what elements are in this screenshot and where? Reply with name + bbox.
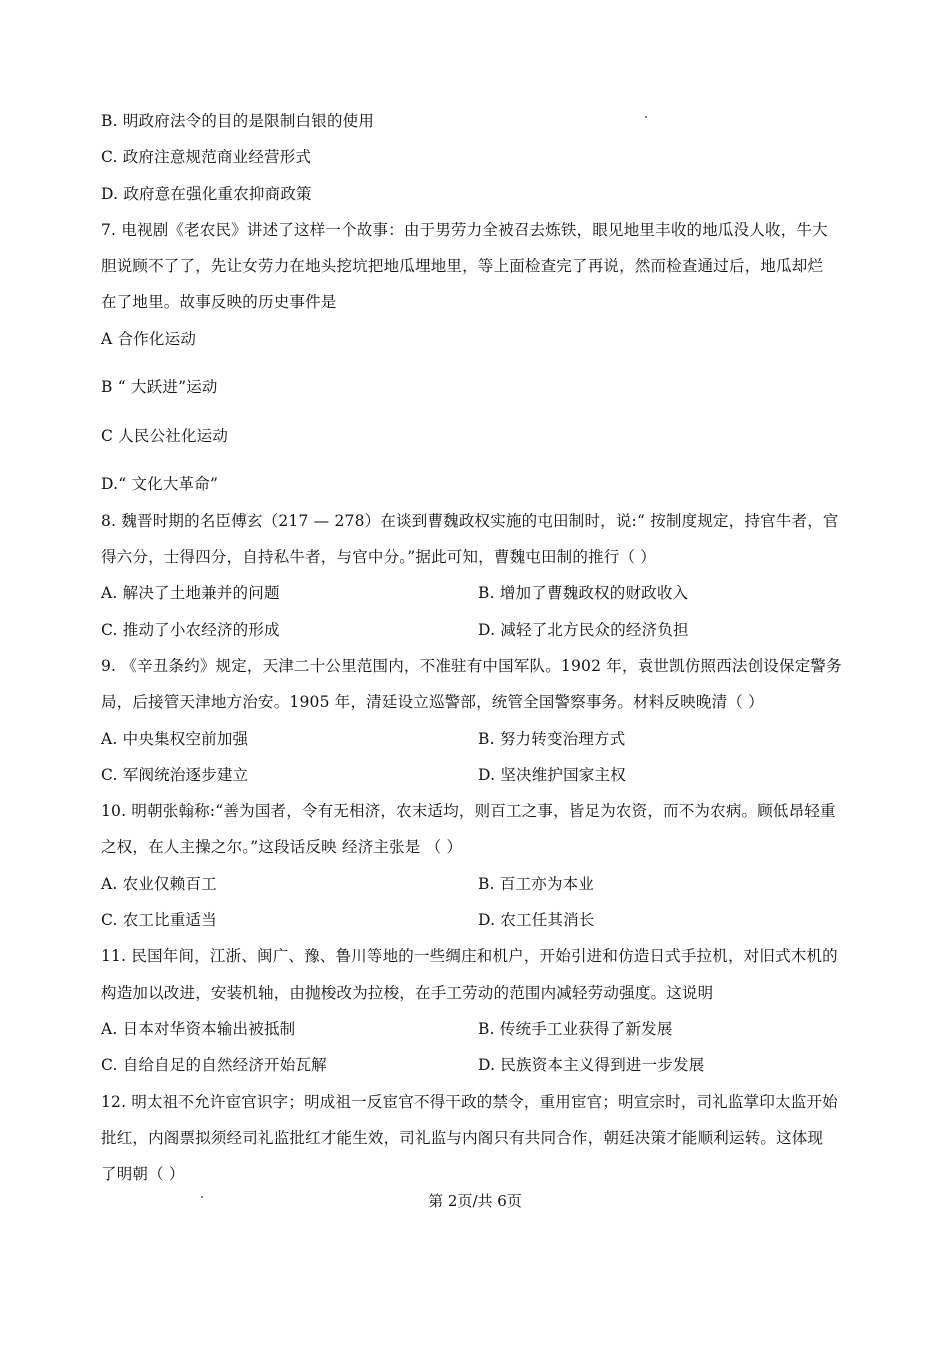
q8-stem-line2: 得六分，士得四分，自持私牛者，与官中分。”据此可知，曹魏屯田制的推行（ ） (101, 548, 657, 566)
q12-stem-line1: 12. 明太祖不允许宦官识字；明成祖一反宦官不得干政的禁令，重用宦官；明宣宗时，司礼监掌印太监开始 (101, 1093, 838, 1111)
q9-option-d: D. 坚决维护国家主权 (478, 766, 626, 784)
q11-stem-line1: 11. 民国年间，江浙、闽广、豫、鲁川等地的一些绸庄和机户，开始引进和仿造日式手拉机，对旧式木机的 (101, 947, 838, 965)
page-number: 第 2页/共 6页 (428, 1192, 522, 1210)
q8-option-c: C. 推动了小农经济的形成 (101, 621, 280, 639)
q7-option-c: C 人民公社化运动 (101, 427, 229, 445)
q9-option-b: B. 努力转变治理方式 (478, 730, 626, 748)
stray-dot (645, 116, 647, 118)
q10-option-a: A. 农业仅赖百工 (101, 875, 217, 893)
q12-stem-line2: 批红，内阁票拟须经司礼监批红才能生效，司礼监与内阁只有共同合作，朝廷决策才能顺利运转。这体现 (101, 1129, 824, 1147)
q10-option-d: D. 农工任其消长 (478, 911, 595, 929)
q11-option-b: B. 传统手工业获得了新发展 (478, 1020, 673, 1038)
q11-option-c: C. 自给自足的自然经济开始瓦解 (101, 1056, 327, 1074)
q8-option-d: D. 减轻了北方民众的经济负担 (478, 621, 689, 639)
q7-stem-line3: 在了地里。故事反映的历史事件是 (101, 293, 337, 311)
q8-option-a: A. 解决了土地兼并的问题 (101, 584, 280, 602)
q11-option-d: D. 民族资本主义得到进一步发展 (478, 1056, 705, 1074)
q7-stem-line2: 胆说顾不了了，先让女劳力在地头挖坑把地瓜埋地里，等上面检查完了再说，然而检查通过后，地瓜却烂 (101, 257, 824, 275)
q10-stem-line2: 之权，在人主操之尔。”这段话反映 经济主张是 （ ） (101, 838, 463, 856)
q10-option-c: C. 农工比重适当 (101, 911, 217, 929)
q11-option-a: A. 日本对华资本输出被抵制 (101, 1020, 296, 1038)
q7-stem-line1: 7. 电视剧《老农民》讲述了这样一个故事：由于男劳力全被召去炼铁，眼见地里丰收的地瓜没人收，牛大 (101, 221, 828, 239)
q6-option-d: D. 政府意在强化重农抑商政策 (101, 185, 312, 203)
q7-option-a: A 合作化运动 (101, 330, 197, 348)
q11-stem-line2: 构造加以改进，安装机轴，由抛梭改为拉梭，在手工劳动的范围内减轻劳动强度。这说明 (101, 984, 714, 1002)
q9-stem-line2: 局，后接管天津地方治安。1905 年，清廷设立巡警部，统管全国警察事务。材料反映晚清（ ） (101, 693, 764, 711)
q8-option-b: B. 增加了曹魏政权的财政收入 (478, 584, 689, 602)
q7-option-b: B “ 大跃进”运动 (101, 378, 218, 396)
q7-option-d: D.“ 文化大革命” (101, 475, 219, 493)
q6-option-b: B. 明政府法令的目的是限制白银的使用 (101, 112, 375, 130)
q10-stem-line1: 10. 明朝张翰称:“善为国者，令有无相济，农末适均，则百工之事，皆足为农资，而不为农病。顾低昂轻重 (101, 802, 836, 820)
q9-option-a: A. 中央集权空前加强 (101, 730, 249, 748)
q12-stem-line3: 了明朝（ ） (101, 1165, 185, 1183)
q6-option-c: C. 政府注意规范商业经营形式 (101, 148, 312, 166)
q9-option-c: C. 军阀统治逐步建立 (101, 766, 249, 784)
q10-option-b: B. 百工亦为本业 (478, 875, 595, 893)
q8-stem-line1: 8. 魏晋时期的名臣傅玄（217 — 278）在谈到曹魏政权实施的屯田制时，说:“ 按制度规定，持官牛者，官 (101, 512, 839, 530)
q9-stem-line1: 9. 《辛丑条约》规定，天津二十公里范围内，不准驻有中国军队。1902 年，袁世凯仿照西法创设保定警务 (101, 657, 842, 675)
